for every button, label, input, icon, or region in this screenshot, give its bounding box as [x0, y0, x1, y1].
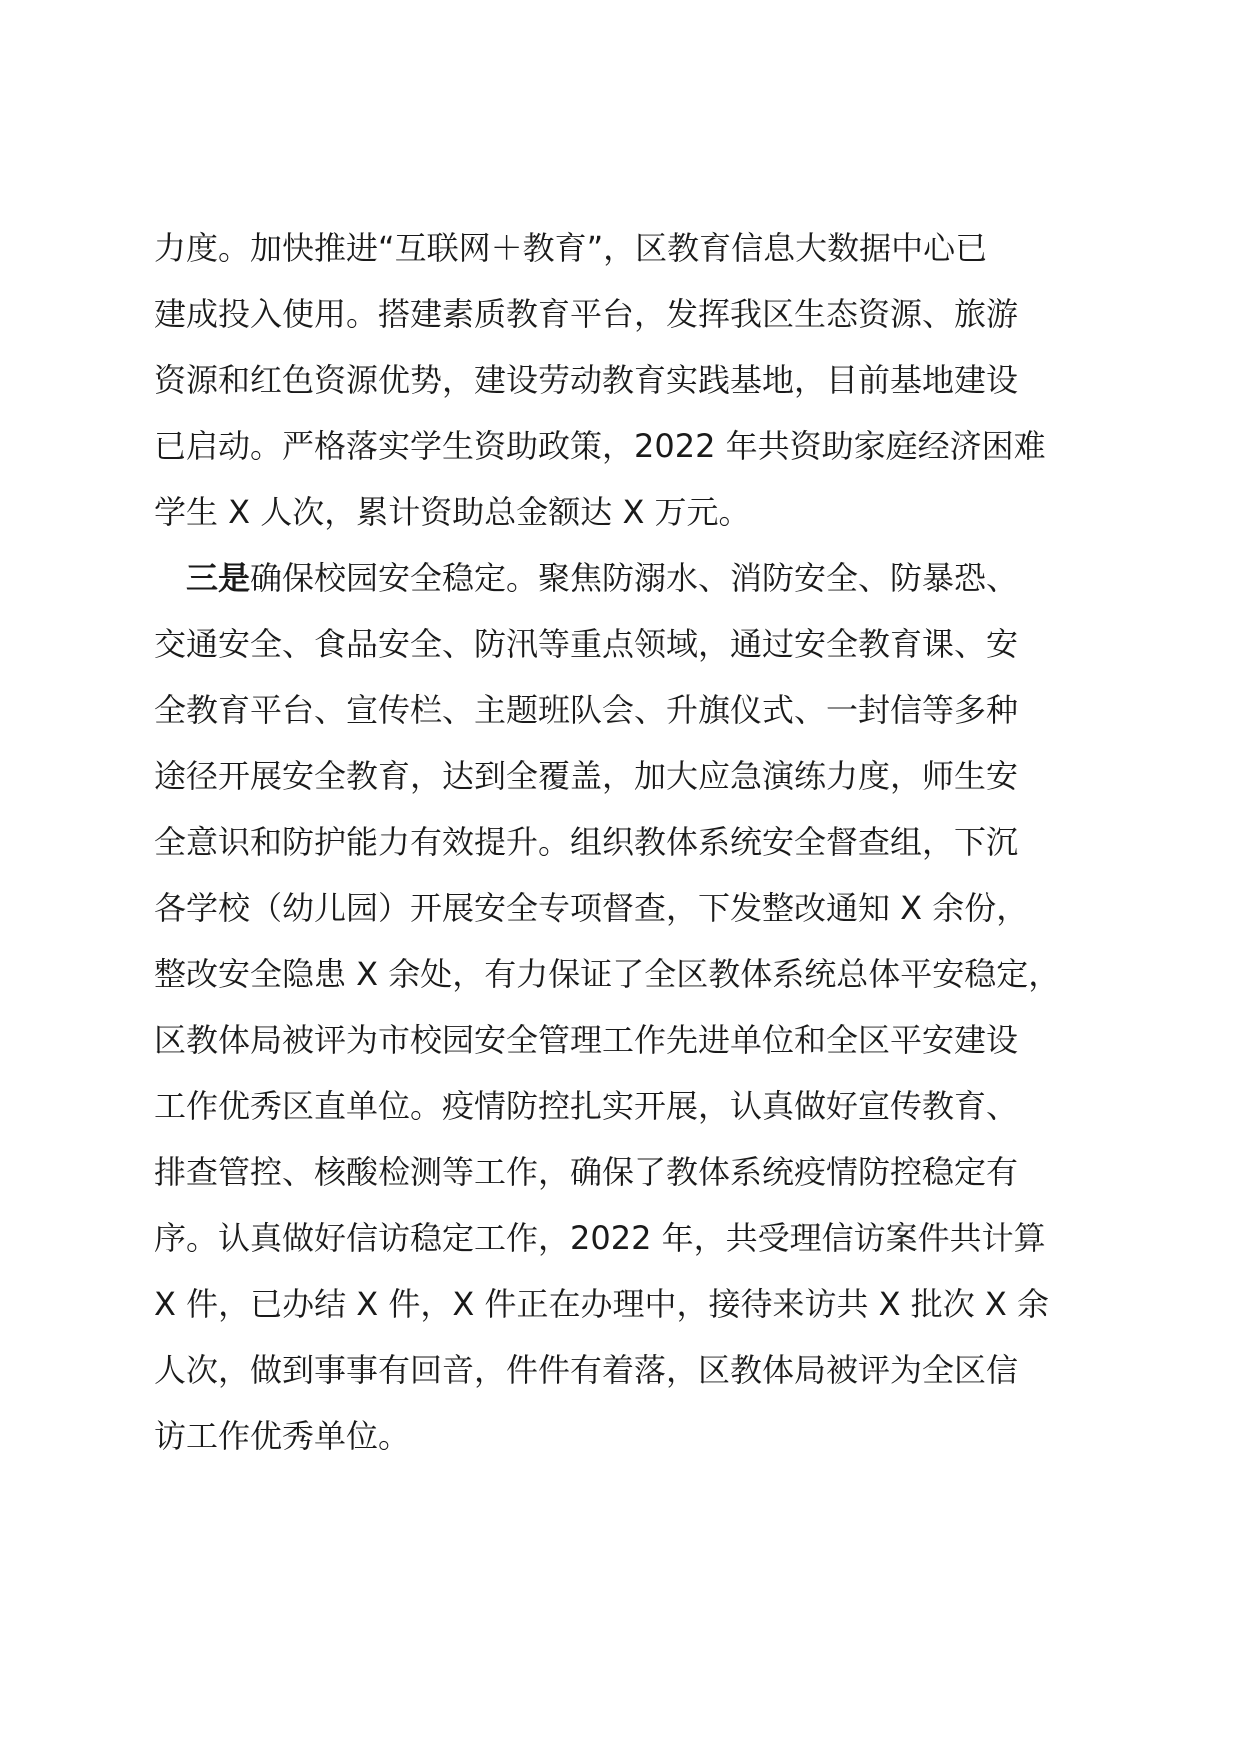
paragraph-line: 序。认真做好信访稳定工作，2022 年，共受理信访案件共计算	[154, 1219, 1046, 1257]
paragraph-line: 全意识和防护能力有效提升。组织教体系统安全督查组，下沉	[154, 823, 1019, 861]
paragraph-line: 全教育平台、宣传栏、主题班队会、升旗仪式、一封信等多种	[154, 691, 1019, 729]
paragraph-first-line	[154, 545, 1094, 611]
paragraph-line: 整改安全隐患 X 余处，有力保证了全区教体系统总体平安稳定，	[154, 955, 1061, 993]
document-body	[154, 215, 1094, 1469]
paragraph-line-text: 确保校园安全稳定。聚焦防溺水、消防安全、防暴恐、	[250, 559, 1019, 597]
paragraph-line: 人次，做到事事有回音，件件有着落，区教体局被评为全区信	[154, 1351, 1019, 1389]
paragraph-line: 排查管控、核酸检测等工作，确保了教体系统疫情防控稳定有	[154, 1153, 1019, 1191]
paragraph-line: 已启动。严格落实学生资助政策，2022 年共资助家庭经济困难	[154, 427, 1046, 465]
paragraph-line: 途径开展安全教育，达到全覆盖，加大应急演练力度，师生安	[154, 757, 1019, 795]
paragraph-2	[154, 545, 1094, 1469]
paragraph-line: 建成投入使用。搭建素质教育平台，发挥我区生态资源、旅游	[154, 295, 1019, 333]
paragraph-line: 访工作优秀单位。	[154, 1417, 411, 1455]
paragraph-1	[154, 215, 1094, 545]
paragraph-line: 学生 X 人次，累计资助总金额达 X 万元。	[154, 493, 751, 531]
paragraph-line: 资源和红色资源优势，建设劳动教育实践基地，目前基地建设	[154, 361, 1019, 399]
paragraph-line: 各学校（幼儿园）开展安全专项督查，下发整改通知 X 余份，	[154, 889, 1029, 927]
paragraph-line: 力度。加快推进“互联网＋教育”，区教育信息大数据中心已	[154, 229, 988, 267]
paragraph-line: 交通安全、食品安全、防汛等重点领域，通过安全教育课、安	[154, 625, 1019, 663]
paragraph-line: 工作优秀区直单位。疫情防控扎实开展，认真做好宣传教育、	[154, 1087, 1019, 1125]
paragraph-line: X 件，已办结 X 件，X 件正在办理中，接待来访共 X 批次 X 余	[154, 1285, 1049, 1323]
paragraph-line: 区教体局被评为市校园安全管理工作先进单位和全区平安建设	[154, 1021, 1019, 1059]
section-heading: 三是	[186, 559, 251, 597]
